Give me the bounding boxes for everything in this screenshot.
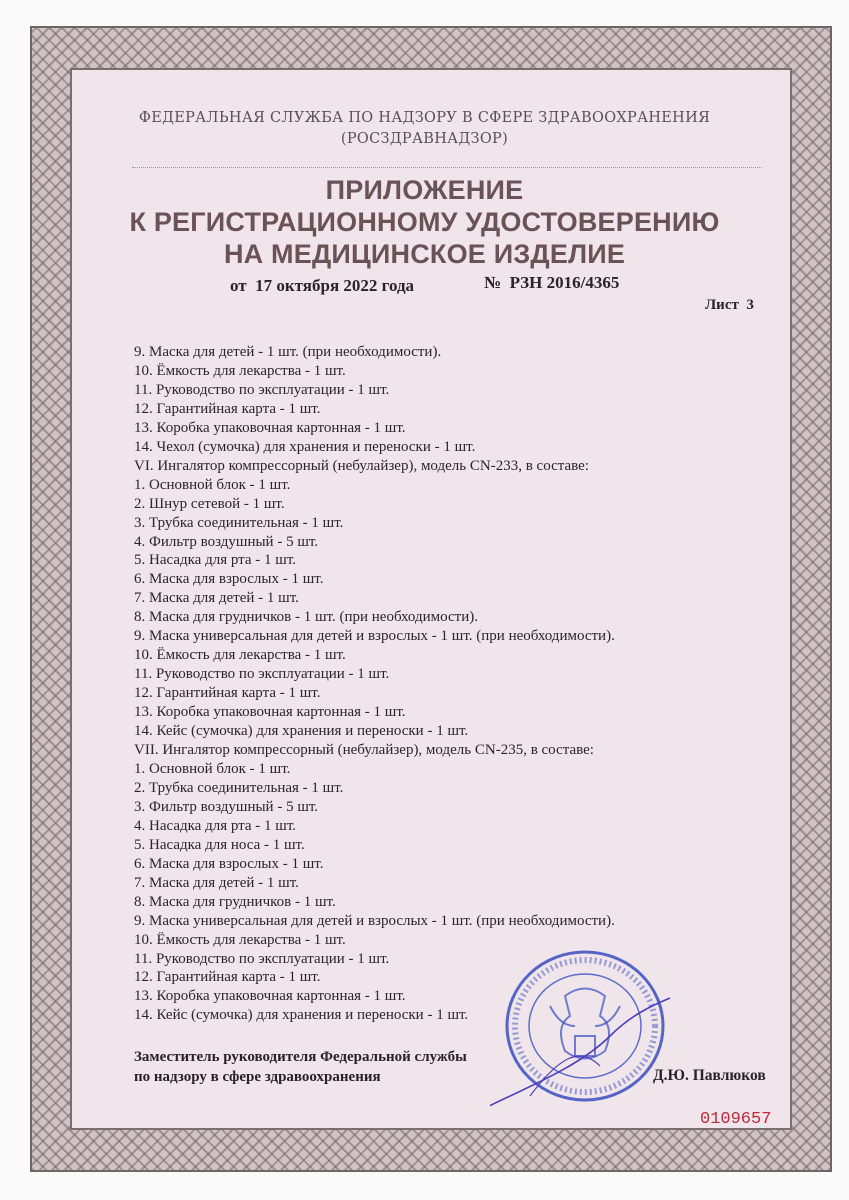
serial-number: 0109657 — [700, 1110, 772, 1129]
list-item: 12. Гарантийная карта - 1 шт. — [134, 969, 321, 986]
divider — [132, 167, 762, 168]
doc-title-line2: К РЕГИСТРАЦИОННОМУ УДОСТОВЕРЕНИЮ — [129, 207, 720, 237]
list-item: 14. Кейс (сумочка) для хранения и переноски - 1 шт. — [134, 723, 469, 740]
agency-name: ФЕДЕРАЛЬНАЯ СЛУЖБА ПО НАДЗОРУ В СФЕРЕ ЗДРАВООХРАНЕНИЯ — [138, 110, 711, 126]
list-item: 11. Руководство по эксплуатации - 1 шт. — [134, 950, 390, 967]
doc-date: от 17 октября 2022 года — [230, 276, 415, 295]
list-item: 11. Руководство по эксплуатации - 1 шт. — [134, 381, 390, 398]
agency-abbrev: (РОСЗДРАВНАДЗОР) — [340, 131, 509, 147]
list-item: 12. Гарантийная карта - 1 шт. — [134, 685, 321, 702]
list-item: 5. Насадка для носа - 1 шт. — [134, 836, 305, 853]
list-item: 7. Маска для детей - 1 шт. — [134, 874, 299, 891]
list-item: 10. Ёмкость для лекарства - 1 шт. — [134, 362, 346, 379]
list-item: 1. Основной блок - 1 шт. — [134, 760, 291, 777]
doc-title-line3: НА МЕДИЦИНСКОЕ ИЗДЕЛИЕ — [223, 239, 626, 269]
list-item: 4. Фильтр воздушный - 5 шт. — [134, 533, 319, 550]
list-item: 14. Кейс (сумочка) для хранения и переноски - 1 шт. — [134, 1007, 469, 1024]
list-item: 3. Фильтр воздушный - 5 шт. — [134, 798, 319, 815]
list-item: 13. Коробка упаковочная картонная - 1 шт. — [134, 988, 406, 1005]
list-item: 11. Руководство по эксплуатации - 1 шт. — [134, 666, 390, 683]
list-item: 5. Насадка для рта - 1 шт. — [134, 552, 297, 569]
list-item: 4. Насадка для рта - 1 шт. — [134, 817, 297, 834]
list-item: 9. Маска для детей - 1 шт. (при необходимости). — [134, 344, 442, 360]
list-item: 10. Ёмкость для лекарства - 1 шт. — [134, 931, 346, 948]
item-list — [134, 343, 615, 1025]
list-item: 8. Маска для грудничков - 1 шт. (при необходимости). — [134, 609, 479, 626]
list-item: 9. Маска универсальная для детей и взрослых - 1 шт. (при необходимости). — [134, 912, 615, 929]
list-item: VI. Ингалятор компрессорный (небулайзер), модель CN-233, в составе: — [134, 457, 589, 474]
list-item: 6. Маска для взрослых - 1 шт. — [134, 571, 324, 588]
doc-title: ПРИЛОЖЕНИЕ — [325, 175, 524, 205]
list-item: 2. Трубка соединительная - 1 шт. — [134, 779, 344, 796]
list-item: 3. Трубка соединительная - 1 шт. — [134, 514, 344, 531]
list-item: 2. Шнур сетевой - 1 шт. — [134, 495, 285, 512]
list-item: 1. Основной блок - 1 шт. — [134, 476, 291, 493]
list-item: 10. Ёмкость для лекарства - 1 шт. — [134, 647, 346, 664]
list-item: 13. Коробка упаковочная картонная - 1 шт. — [134, 704, 406, 721]
list-item: VII. Ингалятор компрессорный (небулайзер), модель CN-235, в составе: — [134, 742, 594, 759]
signatory-name: Д.Ю. Павлюков — [653, 1067, 766, 1084]
signatory-position — [134, 1047, 467, 1087]
list-item: 6. Маска для взрослых - 1 шт. — [134, 855, 324, 872]
sheet-number: Лист 3 — [705, 297, 754, 313]
list-item: 9. Маска универсальная для детей и взрослых - 1 шт. (при необходимости). — [134, 628, 615, 645]
official-seal-icon — [490, 946, 670, 1116]
list-item: 14. Чехол (сумочка) для хранения и переноски - 1 шт. — [134, 438, 476, 455]
position-line1: Заместитель руководителя Федеральной службы — [134, 1049, 467, 1065]
position-line2: по надзору в сфере здравоохранения — [134, 1069, 381, 1085]
list-item: 13. Коробка упаковочная картонная - 1 шт. — [134, 419, 406, 436]
doc-number: № РЗН 2016/4365 — [484, 273, 620, 292]
list-item: 12. Гарантийная карта - 1 шт. — [134, 400, 321, 417]
list-item: 8. Маска для грудничков - 1 шт. — [134, 893, 336, 910]
list-item: 7. Маска для детей - 1 шт. — [134, 590, 299, 607]
